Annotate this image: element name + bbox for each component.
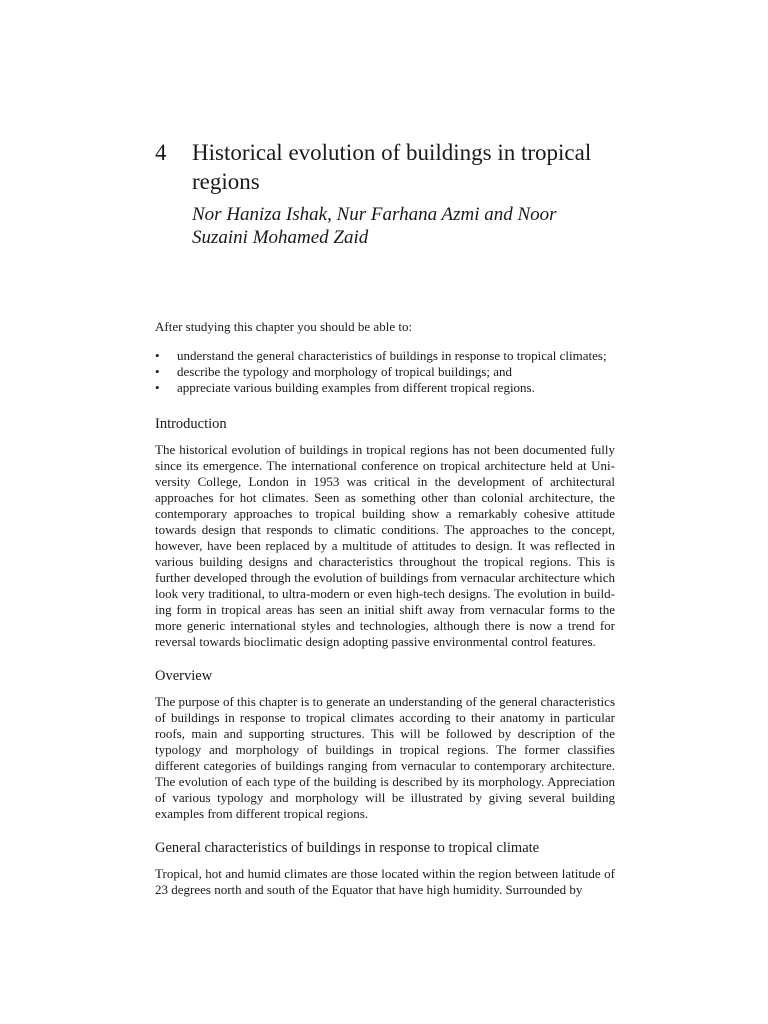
- objective-text: understand the general characteristics of buildings in response to tropical climates;: [177, 348, 607, 363]
- chapter-title: Historical evolution of buildings in tropical regions: [192, 140, 592, 194]
- list-item: [155, 380, 615, 396]
- bullet-icon: •: [155, 364, 160, 379]
- objective-text: appreciate various building examples from different tropical regions.: [177, 380, 535, 395]
- chapter-authors: Nor Haniza Ishak, Nur Farhana Azmi and Noor Suzaini Mohamed Zaid: [192, 204, 557, 248]
- section-heading-introduction: Introduction: [155, 416, 227, 432]
- bullet-icon: •: [155, 380, 160, 395]
- list-item: [155, 364, 615, 380]
- introduction-paragraph: The historical evolution of buildings in tropical regions has not been documented fully since its emergence. The international conference on tropical architecture held at University College, London in 1953 was critical in the development of architectural approaches for hot climates. Seen as something other than colonial architecture, the contemporary approaches to tropical building show a remarkably cohesive attitude towards design that responds to climatic conditions. The approaches to the concept, however, have been replaced by a multitude of attitudes to design. It was reflected in various building designs and characteristics throughout the tropical regions. This is further developed through the evolution of buildings from vernacular architecture which look very traditional, to ultra-modern or even high-tech designs. The evolution in building form in tropical areas has seen an initial shift away from vernacular forms to the more generic international styles and technologies, although there is now a trend for reversal towards bioclimatic design adopting passive environmental control features.: [155, 442, 615, 649]
- list-item: [155, 348, 615, 364]
- objectives-list: [155, 348, 615, 396]
- objective-text: describe the typology and morphology of tropical buildings; and: [177, 364, 513, 379]
- general-characteristics-paragraph: Tropical, hot and humid climates are those located within the region between latitude of 23 degrees north and south of the Equator that have high humidity. Surrounded by: [155, 866, 615, 897]
- overview-paragraph: The purpose of this chapter is to generate an understanding of the general characteristics of buildings in response to tropical climates according to their anatomy in particular roofs, main and supporting structures. This will be followed by description of the typology and morphology of buildings in tropical regions. The former classifies different categories of buildings ranging from vernacular to contemporary architecture. The evolution of each type of the building is described by its morphology. Appreciation of various typology and morphology will be illustrated by giving several building examples from different tropical regions.: [155, 694, 615, 821]
- bullet-icon: •: [155, 348, 160, 363]
- chapter-number: 4: [155, 140, 167, 165]
- objectives-intro: After studying this chapter you should be able to:: [155, 319, 413, 334]
- chapter-heading: [155, 138, 615, 196]
- book-page: [155, 138, 615, 898]
- section-heading-overview: Overview: [155, 668, 213, 684]
- section-heading-general-characteristics: General characteristics of buildings in response to tropical climate: [155, 840, 540, 856]
